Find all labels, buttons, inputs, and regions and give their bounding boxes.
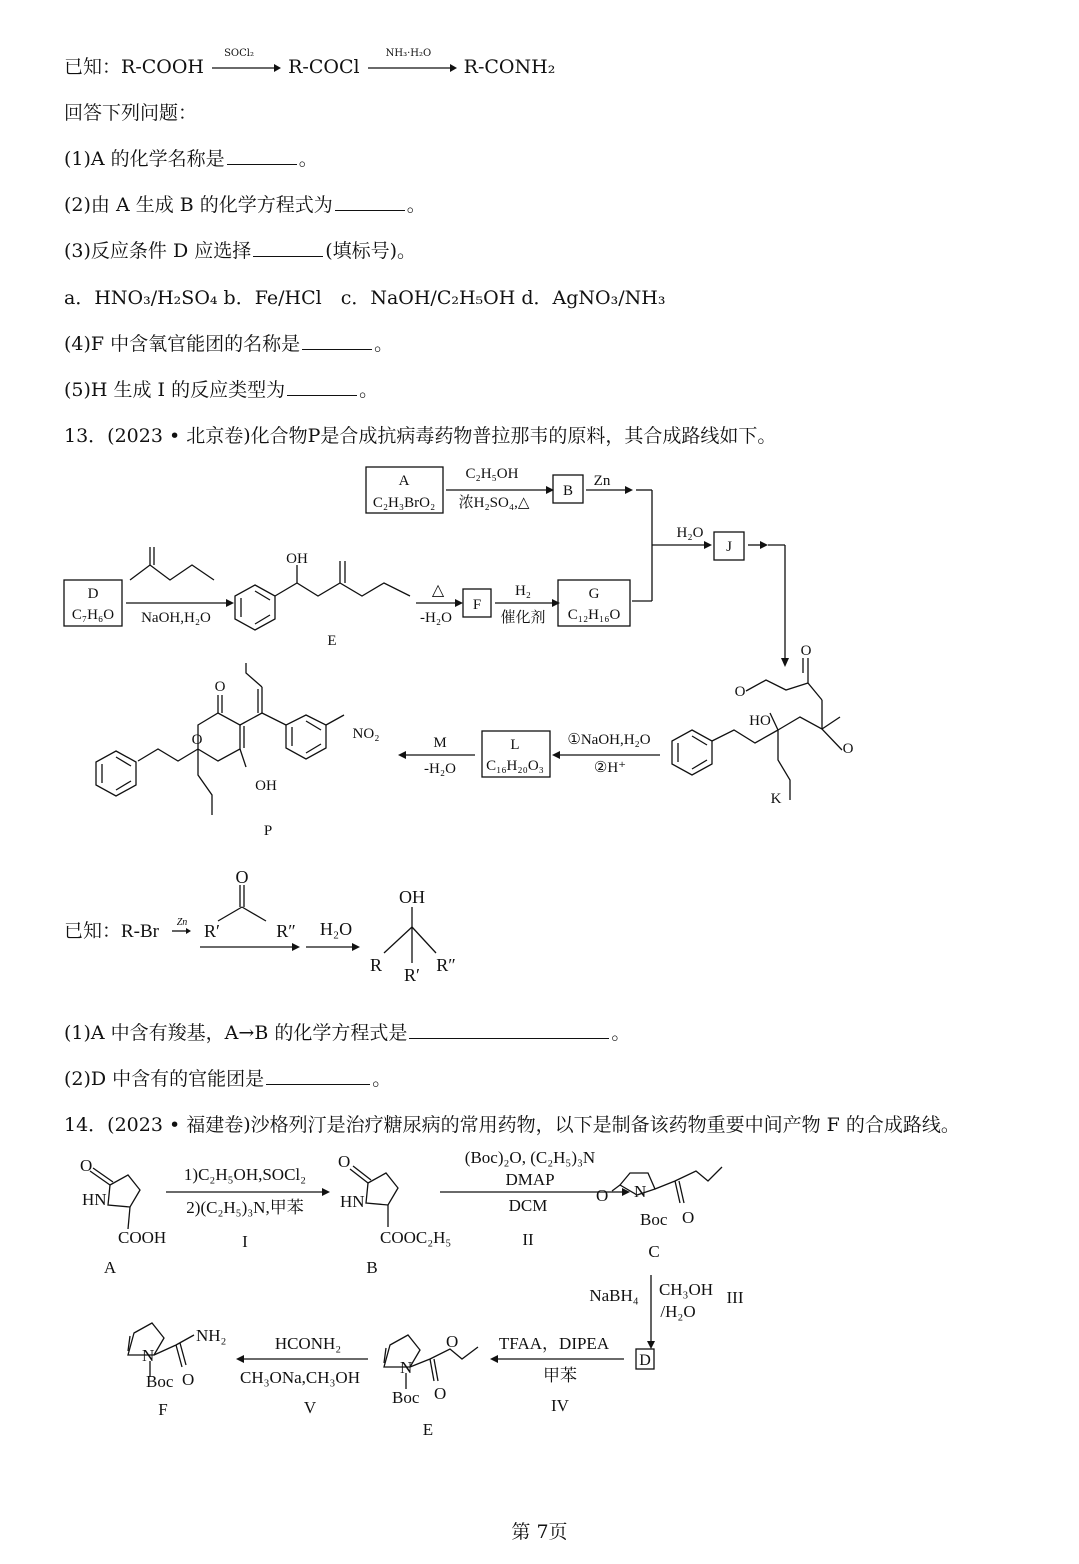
- q12-question-5: [64, 375, 378, 402]
- K-hydroxyl: HO: [749, 713, 771, 729]
- K-oxygen-2: O: [734, 684, 746, 700]
- E-label: E: [422, 1420, 434, 1439]
- P-oxygen-1: O: [214, 679, 226, 695]
- question-text: (4)F 中含氧官能团的名称是: [64, 333, 301, 355]
- A-oxygen: O: [80, 1156, 93, 1175]
- L-label: L: [510, 737, 520, 753]
- q13-stem: 13．(2023 • 北京卷)化合物P是合成抗病毒药物普拉那韦的原料，其合成路线如下。: [64, 425, 777, 447]
- K-oxygen-3: O: [842, 741, 854, 757]
- question-text: (1)A 的化学名称是: [64, 148, 225, 170]
- question-end: 。: [611, 1022, 631, 1044]
- arrow-reagent: NH₃·H₂O: [385, 48, 432, 59]
- F-label: F: [158, 1400, 168, 1419]
- known2-r-double-prime-product: R″: [436, 955, 456, 975]
- L-condition-top: ①NaOH,H₂O: [567, 732, 651, 748]
- C-carbonyl-oxygen: O: [682, 1208, 695, 1227]
- step1-top: 1)C₂H₅OH,SOCl₂: [183, 1165, 307, 1184]
- known-species-1: R-COOH: [121, 56, 205, 78]
- question-text: (2)D 中含有的官能团是: [64, 1068, 265, 1090]
- q12-question-3: [64, 236, 416, 263]
- answer-blank[interactable]: [266, 1068, 370, 1085]
- q14-stem: 14．(2023 • 福建卷)沙格列汀是治疗糖尿病的常用药物，以下是制备该药物重要中间产物 F 的合成路线。: [64, 1114, 960, 1136]
- step5-top: HCONH₂: [274, 1334, 342, 1353]
- step3-number: III: [726, 1288, 744, 1307]
- step3-left: NaBH₄: [589, 1286, 639, 1305]
- P-label: P: [263, 823, 273, 839]
- E-carbonyl-oxygen: O: [434, 1384, 447, 1403]
- q12-options: a．HNO₃/H₂SO₄ b．Fe/HCl c．NaOH/C₂H₅OH d．AgNO₃/NH₃: [64, 287, 666, 309]
- D-label: D: [87, 586, 99, 602]
- M-condition-top: M: [433, 735, 447, 751]
- B-condition: Zn: [593, 473, 611, 489]
- C-label: C: [648, 1242, 660, 1261]
- D-label: D: [639, 1352, 651, 1369]
- step3-right-2: /H₂O: [660, 1302, 696, 1321]
- arrow-reagent: SOCl₂: [224, 48, 254, 59]
- step4-top: TFAA，DIPEA: [498, 1334, 610, 1353]
- A-label: A: [103, 1258, 117, 1277]
- q12-intro: 回答下列问题：: [64, 102, 198, 124]
- step4-number: IV: [551, 1396, 569, 1415]
- B-label: B: [366, 1258, 378, 1277]
- reaction-arrow: [210, 48, 282, 78]
- known2-r: R: [369, 955, 383, 975]
- known2-r-prime-product: R′: [404, 965, 420, 985]
- known2-hydroxyl: OH: [399, 887, 425, 907]
- G-condition-bottom: 催化剂: [500, 610, 546, 626]
- step5-bottom: CH₃ONa,CH₃OH: [240, 1368, 360, 1387]
- A-label: A: [398, 473, 410, 489]
- answer-blank[interactable]: [287, 379, 357, 396]
- L-formula: C₁₆H₂₀O₃: [486, 758, 544, 774]
- question-end: 。: [359, 379, 379, 401]
- G-label: G: [588, 586, 600, 602]
- G-condition-top: H₂: [514, 583, 532, 599]
- B-label: B: [562, 483, 574, 499]
- C-nitrogen: N: [634, 1182, 647, 1201]
- answer-blank[interactable]: [302, 333, 372, 350]
- M-condition-bottom: -H₂O: [424, 761, 456, 777]
- D-condition: NaOH,H₂O: [141, 610, 211, 626]
- B-ester: COOC₂H₅: [380, 1228, 452, 1247]
- question-end: (填标号)。: [325, 240, 417, 262]
- A-hn: HN: [82, 1190, 107, 1209]
- A-formula: C₂H₃BrO₂: [372, 495, 436, 511]
- P-oxygen-2: O: [191, 732, 203, 748]
- G-formula: C₁₂H₁₆O: [567, 607, 621, 623]
- B-oxygen: O: [338, 1152, 351, 1171]
- C-boc: Boc: [640, 1210, 668, 1229]
- question-end: 。: [374, 333, 394, 355]
- answer-blank[interactable]: [335, 194, 405, 211]
- step2-number: II: [522, 1230, 534, 1249]
- q14-synthesis-scheme: [0, 1145, 1079, 1450]
- step3-right-1: CH₃OH: [658, 1280, 714, 1299]
- known-species-2: R-COCl: [288, 56, 360, 78]
- q13-synthesis-scheme: [0, 455, 1079, 850]
- question-text: (2)由 A 生成 B 的化学方程式为: [64, 194, 333, 216]
- A-cooh: COOH: [118, 1228, 167, 1247]
- known2-r-prime: R′: [204, 921, 220, 941]
- P-nitro: NO₂: [352, 726, 380, 742]
- known-reaction-line: [64, 48, 556, 79]
- A-condition-top: C₂H₅OH: [465, 466, 519, 482]
- E-label: E: [327, 633, 337, 649]
- known2-r-double-prime: R″: [276, 921, 296, 941]
- step2-top: (Boc)₂O, (C₂H₅)₃N: [464, 1148, 596, 1167]
- F-condition-top: △: [431, 582, 445, 599]
- q12-question-1: [64, 144, 318, 171]
- known-label: 已知：: [64, 56, 122, 78]
- step2-bottom: DCM: [508, 1196, 548, 1215]
- answer-blank[interactable]: [227, 148, 297, 165]
- step1-bottom: 2)(C₂H₅)₃N,甲苯: [186, 1198, 304, 1217]
- known2-oxygen: O: [235, 867, 249, 887]
- L-condition-bottom: ②H⁺: [593, 760, 627, 776]
- J-label: J: [726, 539, 732, 555]
- step4-bottom: 甲苯: [543, 1366, 577, 1385]
- step1-number: I: [242, 1232, 248, 1251]
- q12-question-2: [64, 190, 426, 217]
- E-nitrogen: N: [400, 1358, 413, 1377]
- B-hn: HN: [340, 1192, 365, 1211]
- question-text: (1)A 中含有羧基，A→B 的化学方程式是: [64, 1022, 408, 1044]
- step2-middle: DMAP: [505, 1170, 555, 1189]
- J-condition: H₂O: [676, 525, 704, 541]
- A-condition-bottom: 浓H₂SO₄,△: [458, 495, 530, 511]
- q13-question-2: [64, 1064, 391, 1091]
- C-oxygen: O: [596, 1186, 609, 1205]
- D-formula: C₇H₆O: [71, 607, 115, 623]
- reaction-arrow: [366, 48, 458, 78]
- F-amine: NH₂: [196, 1326, 227, 1345]
- F-boc: Boc: [146, 1372, 174, 1391]
- known2-zinc: Zn: [176, 917, 188, 928]
- F-label: F: [472, 597, 482, 613]
- known2-water: H₂O: [319, 919, 353, 939]
- question-end: 。: [406, 194, 426, 216]
- F-carbonyl-oxygen: O: [182, 1370, 195, 1389]
- answer-blank[interactable]: [409, 1022, 609, 1039]
- question-end: 。: [298, 148, 318, 170]
- E-boc: Boc: [392, 1388, 420, 1407]
- known-species-3: R-CONH₂: [463, 56, 556, 78]
- step5-number: V: [303, 1398, 317, 1417]
- question-end: 。: [372, 1068, 392, 1090]
- question-text: (3)反应条件 D 应选择: [64, 240, 252, 262]
- question-text: (5)H 生成 I 的反应类型为: [64, 379, 286, 401]
- E-hydroxyl: OH: [286, 551, 308, 567]
- q12-question-4: [64, 329, 393, 356]
- answer-blank[interactable]: [253, 240, 323, 257]
- E-ester-oxygen: O: [446, 1332, 459, 1351]
- K-label: K: [770, 791, 782, 807]
- P-hydroxyl: OH: [255, 778, 277, 794]
- q13-question-1: [64, 1018, 630, 1045]
- K-oxygen-1: O: [800, 643, 812, 659]
- F-condition-bottom: -H₂O: [420, 610, 452, 626]
- page-footer: 第 7页: [511, 1521, 568, 1543]
- known2-label: 已知：R-Br: [64, 921, 160, 942]
- F-nitrogen: N: [142, 1346, 155, 1365]
- q13-known-reaction: [0, 865, 1079, 990]
